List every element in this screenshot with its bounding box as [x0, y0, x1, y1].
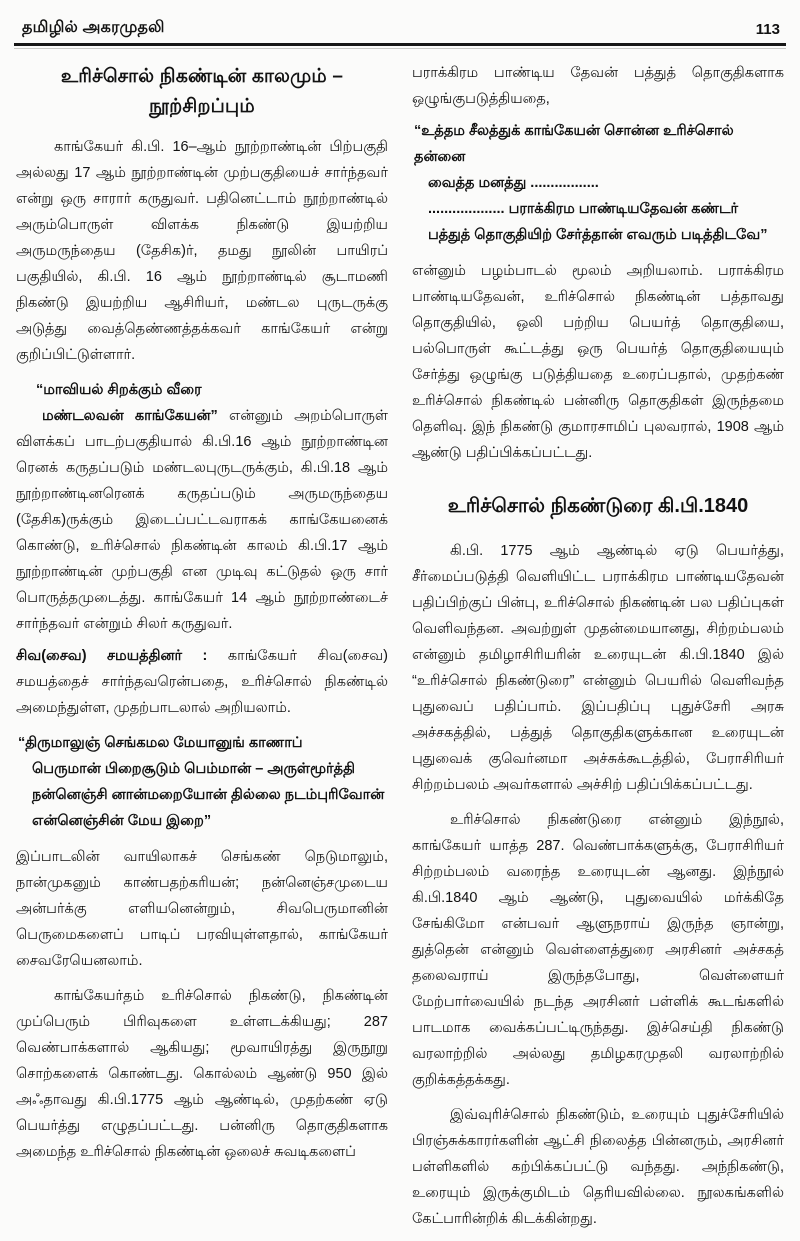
verse-line: என்னெஞ்சின் மேய இறை” — [32, 813, 212, 829]
paragraph: இவ்வுரிச்சொல் நிகண்டும், உரையும் புதுச்சேரியில் பிரஞ்சுக்காரர்களின் ஆட்சி நிலைத்த பின்னரும், அரசினர் பள்ளிகளில் கற்பிக்கப்பட்டு வந்தது. அந்நிகண்டு, உரையும் இருக்குமிடம் தெரியவில்லை. நூலகங்களில் கேட்பாரின்றிக் கிடக்கின்றது. — [412, 1107, 784, 1227]
paragraph: காங்கேயர்தம் உரிச்சொல் நிகண்டு, நிகண்டின் முப்பெரும் பிரிவுகளை உள்ளடக்கியது; 287 வெண்பாக்களால் ஆகியது; மூவாயிரத்து இருநூறு சொற்களைக் கொண்டது. கொல்லம் ஆண்டு 950 இல் அஃதாவது கி.பி.1775 ஆம் ஆண்டில், முதற்கண் ஏடு பெயர்த்து எழுதப்பட்டது. பன்னிரு தொகுதிகளாக அமைந்த உரிச்சொல் நிகண்டின் ஒலைச் சுவடிகளைப் — [16, 988, 388, 1160]
paragraph: உரிச்சொல் நிகண்டுரை என்னும் இந்நூல், காங்கேயர் யாத்த 287. வெண்பாக்களுக்கு, பேராசிரியர் சிற்றம்பலம் வரைந்த உரையுடன் ஆனது. இந்நூல் கி.பி.1840 ஆம் ஆண்டு, புதுவையில் மர்க்கிதே சேங்கிமோ என்பவர் ஆளுநராய் இருந்த ஞான்று, துத்தென் என்னும் வெள்ளைத்துரை அரசினர் அச்சகத் தலைவராய் இருந்தபோது, வெள்ளையர் மேற்பார்வையில் நடந்த அரசினர் பள்ளிக் கூடங்களில் பாடமாக வைக்கப்பட்டிருந்தது. இச்செய்தி நிகண்டு வரலாற்றில் அல்லது தமிழகரமுதலி வரலாற்றில் குறிக்கத்தக்கது. — [412, 812, 784, 1088]
paragraph: இப்பாடலின் வாயிலாகச் செங்கண் நெடுமாலும், நான்முகனும் காண்பதற்கரியன்; நன்னெஞ்சமுடைய அன்பர்க்கு எளியனென்றும், சிவபெருமானின் பெருமைகளைப் பாடிப் பரவியுள்ளதால், காங்கேயர் சைவரேயெனலாம். — [16, 849, 388, 969]
paragraph: பராக்கிரம பாண்டிய தேவன் பத்துத் தொகுதிகளாக ஒழுங்குபடுத்தியதை, — [412, 65, 784, 107]
paragraph-text: காங்கேயர் சிவ(சைவ) சமயத்தைச் சார்ந்தவரென்பதை, உரிச்சொல் நிகண்டில் அமைந்துள்ள, முதற்பாடலால் அறியலாம். — [16, 648, 388, 716]
verse-quote — [414, 118, 784, 248]
paragraph-with-lead — [16, 643, 388, 721]
paragraph: கி.பி. 1775 ஆம் ஆண்டில் ஏடு பெயர்த்து, சீர்மைப்படுத்தி வெளியிட்ட பராக்கிரம பாண்டியதேவன் பதிப்பிற்குப் பின்பு, உரிச்சொல் நிகண்டின் பல பதிப்புகள் வெளிவந்தன. அவற்றுள் முதன்மையானது, சிற்றம்பலம் என்னும் தமிழாசிரியரின் உரையுடன் கி.பி.1840 இல் “உரிச்சொல் நிகண்டுரை” என்னும் பெயரில் வெளிவந்த புதுவைப் பதிப்பாம். இப்பதிப்பு புதுச்சேரி அரசு அச்சகத்தில், பத்துத் தொகுதிகளுக்கான உரையுடன் புதுவைக் குவெர்னமா அச்சுக்கூடத்தில், பேராசிரியர் சிற்றம்பலம் அவர்களால் அச்சிற் பதிப்பிக்கப்பட்டது. — [412, 543, 784, 793]
verse-line: வைத்த மனத்து ................. — [428, 175, 599, 191]
paragraph: காங்கேயர் கி.பி. 16–ஆம் நூற்றாண்டின் பிற்பகுதி அல்லது 17 ஆம் நூற்றாண்டின் முற்பகுதியைச் சார்ந்தவர் என்று ஒரு சாரார் கருதுவர். பதினெட்டாம் நூற்றாண்டில் அரும்பொருள் விளக்க நிகண்டு இயற்றிய அருமருந்தைய (தேசிக)ர், தமது நூலின் பாயிரப் பகுதியில், கி.பி. 16 ஆம் நூற்றாண்டில் சூடாமணி நிகண்டு இயற்றிய ஆசிரியர், மண்டல புருடருக்கு அடுத்து வைத்தெண்ணத்தக்கவர் காங்கேயர் என்று குறிப்பிட்டுள்ளார். — [16, 139, 388, 363]
two-column-body — [14, 46, 786, 1241]
left-column — [16, 60, 388, 1241]
bold-lead: சிவ(சைவ) சமயத்தினர் : — [16, 648, 208, 664]
section-heading-left — [16, 62, 388, 122]
heading-line-1: உரிச்சொல் நிகண்டின் காலமும் – — [60, 66, 344, 87]
verse-line: நன்னெஞ்சி னான்மறையோன் தில்லை நடம்புரிவோன் — [32, 787, 385, 803]
verse-line: “உத்தம சீலத்துக் காங்கேயன் சொன்ன உரிச்சொல் தன்னை — [414, 123, 734, 165]
page-header — [14, 10, 786, 46]
section-heading-right: உரிச்சொல் நிகண்டுரை கி.பி.1840 — [447, 495, 749, 517]
heading-line-2: நூற்சிறப்பும் — [149, 96, 255, 117]
verse-line: பெருமான் பிறைசூடும் பெம்மான் – அருள்மூர்த்தி — [32, 761, 355, 777]
verse-line: “மாவியல் சிறக்கும் வீரை — [36, 382, 202, 398]
verse-line: பத்துத் தொகுதியிற் சேர்த்தான் எவரும் படித்திடவே” — [428, 227, 768, 243]
verse-line: “திருமாலுஞ் செங்கமல மேயானுங் காணாப் — [18, 735, 303, 751]
verse-line: மண்டலவன் காங்கேயன்” — [42, 408, 218, 424]
verse-quote — [18, 730, 388, 834]
paragraph: என்னும் பழம்பாடல் மூலம் அறியலாம். பராக்கிரம பாண்டியதேவன், உரிச்சொல் நிகண்டின் பத்தாவது தொகுதியில், ஒலி பற்றிய பெயர்த் தொகுதியை, பல்பொருள் கூட்டத்து ஒரு பெயர்த் தொகுதியையும் சேர்த்து ஒழுங்கு படுத்தியதை உரைப்பதால், முதற்கண் உரிச்சொல் நிகண்டில் பன்னிரு தொகுதிகள் இருந்தமை தெளிவு. இந் நிகண்டு குமாரசாமிப் புலவரால், 1908 ஆம் ஆண்டு பதிப்பிக்கப்பட்டது. — [412, 263, 784, 461]
verse-line: ................... பராக்கிரம பாண்டியதேவன் கண்டர் — [428, 201, 739, 217]
right-column — [412, 60, 784, 1241]
running-title: தமிழில் அகரமுதலி — [22, 19, 165, 36]
verse-with-flow — [16, 377, 388, 637]
paragraph-continuation: என்னும் அறம்பொருள் விளக்கப் பாடற்பகுதியால் கி.பி.16 ஆம் நூற்றாண்டின ரெனக் கருதப்படும் மண்டலபுருடருக்கும், கி.பி.18 ஆம் நூற்றாண்டினரெனக் கருதப்படும் அருமருந்தைய (தேசிக)ருக்கும் இடைப்பட்டவராகக் காங்கேயனைக் கொண்டு, உரிச்சொல் நிகண்டின் காலம் கி.பி.17 ஆம் நூற்றாண்டின் முற்பகுதி என முடிவு கட்டுதல் ஒரு சார் பொருத்தமுடைத்து. காங்கேயர் 14 ஆம் நூற்றாண்டைச் சார்ந்தவர் என்றும் சிலர் கருதுவர். — [16, 408, 388, 632]
page-number: 113 — [755, 21, 780, 38]
